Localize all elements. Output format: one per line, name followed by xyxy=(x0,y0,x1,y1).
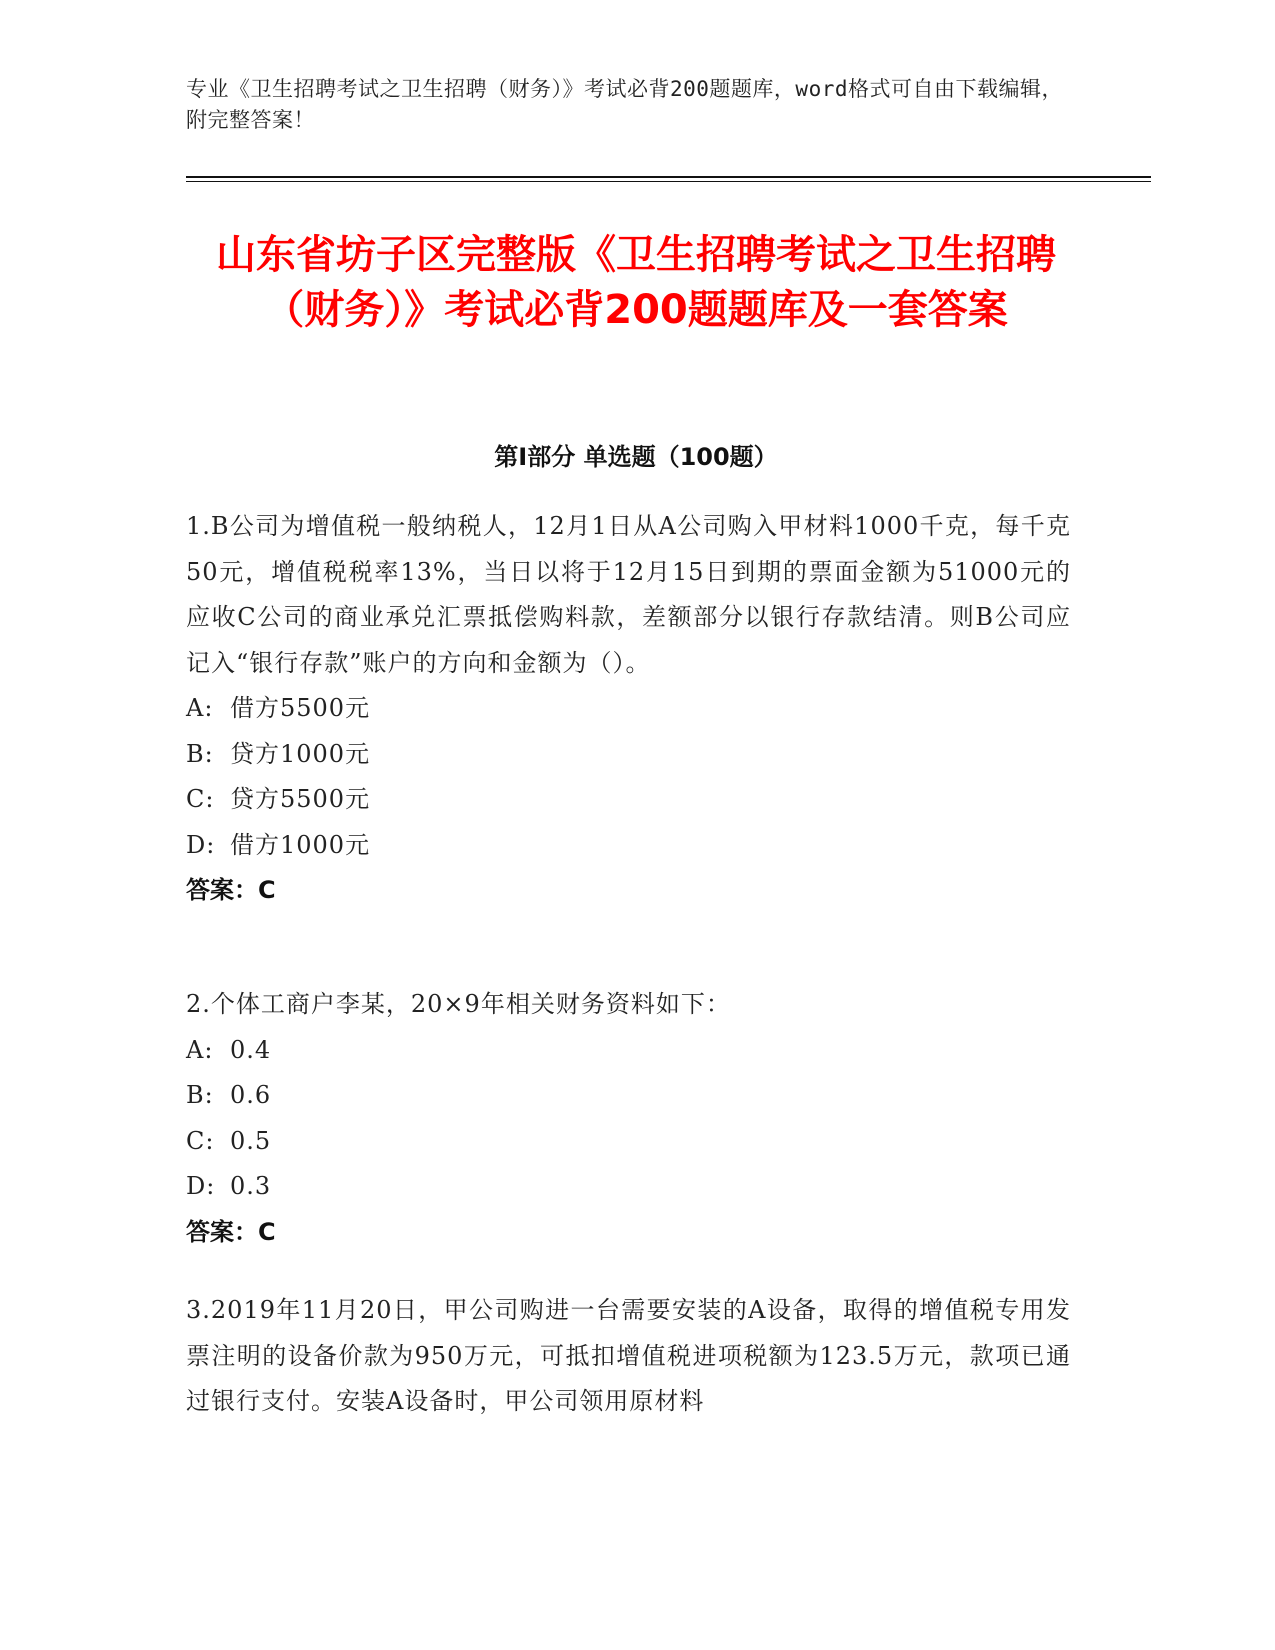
option-letter: A: xyxy=(186,1035,214,1064)
option-c xyxy=(186,1119,1071,1165)
option-a xyxy=(186,686,1071,732)
option-b xyxy=(186,732,1071,778)
option-text: 0.5 xyxy=(230,1126,272,1155)
option-text: 贷方5500元 xyxy=(230,785,371,813)
option-letter: D: xyxy=(186,1172,216,1200)
option-letter: B: xyxy=(186,1081,214,1109)
answer-line xyxy=(186,868,1071,914)
question-2 xyxy=(186,982,1071,1255)
option-d xyxy=(186,1164,1071,1210)
option-c xyxy=(186,777,1071,823)
question-stem: 1.B公司为增值税一般纳税人，12月1日从A公司购入甲材料1000千克，每千克50元，增值税税率13%，当日以将于12月15日到期的票面金额为51000元的应收C公司的商业承兑汇票抵偿购料款，差额部分以银行存款结清。则B公司应记入“银行存款”账户的方向和金额为（）。 xyxy=(186,512,1071,677)
document-title: 山东省坊子区完整版《卫生招聘考试之卫生招聘（财务）》考试必背200题题库及一套答案 xyxy=(216,232,1056,333)
option-text: 0.4 xyxy=(230,1035,272,1064)
header-note: 专业《卫生招聘考试之卫生招聘（财务）》考试必背200题题库，word格式可自由下载编辑，附完整答案！ xyxy=(186,77,1063,132)
option-letter: C: xyxy=(186,785,215,813)
option-letter: B: xyxy=(186,739,214,768)
option-b xyxy=(186,1073,1071,1119)
option-text: 借方1000元 xyxy=(230,830,371,859)
answer-label: 答案： xyxy=(186,876,258,904)
option-list xyxy=(186,1028,1071,1210)
answer-value: C xyxy=(258,876,276,904)
question-3 xyxy=(186,1288,1071,1425)
question-stem: 2.个体工商户李某，20×9年相关财务资料如下： xyxy=(186,990,731,1018)
answer-line xyxy=(186,1210,1071,1256)
section-heading: 第I部分 单选题（100题） xyxy=(494,443,778,471)
question-1 xyxy=(186,504,1071,914)
header-divider-thin xyxy=(186,181,1151,182)
option-letter: A: xyxy=(186,694,214,722)
option-list xyxy=(186,686,1071,868)
option-letter: C: xyxy=(186,1126,215,1155)
option-a xyxy=(186,1028,1071,1074)
option-text: 贷方1000元 xyxy=(230,739,371,768)
answer-value: C xyxy=(258,1217,276,1246)
header-divider-thick xyxy=(186,176,1151,178)
option-text: 0.3 xyxy=(230,1172,272,1200)
option-d xyxy=(186,823,1071,869)
option-letter: D: xyxy=(186,830,216,859)
option-text: 借方5500元 xyxy=(230,694,371,722)
question-stem: 3.2019年11月20日，甲公司购进一台需要安装的A设备，取得的增值税专用发票注明的设备价款为950万元，可抵扣增值税进项税额为123.5万元，款项已通过银行支付。安装A设备时，甲公司领用原材料 xyxy=(186,1296,1071,1415)
option-text: 0.6 xyxy=(230,1081,272,1109)
answer-label: 答案： xyxy=(186,1217,258,1246)
